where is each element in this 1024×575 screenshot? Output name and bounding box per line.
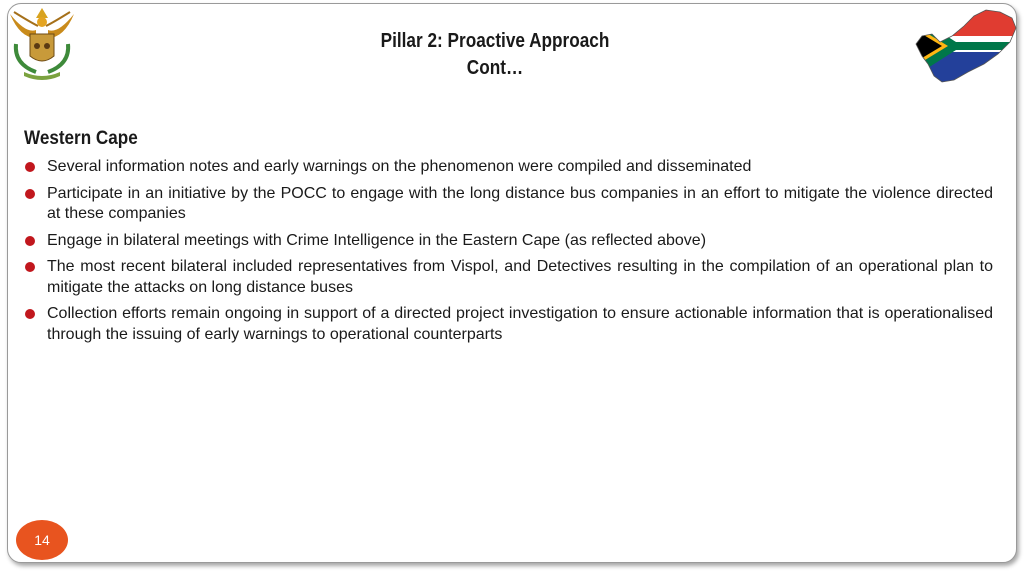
bullet-text: Engage in bilateral meetings with Crime Intelligence in the Eastern Cape (as reflected above) <box>47 231 707 249</box>
bullet-item <box>24 304 993 345</box>
bullet-text: Several information notes and early warnings on the phenomenon were compiled and disseminated <box>47 158 752 175</box>
south-africa-flag-map-icon <box>912 6 1018 86</box>
bullet-text: The most recent bilateral included representatives from Vispol, and Detectives resulting in the compilation of an operational plan to mitigate the attacks on long distance buses <box>47 258 993 296</box>
bullet-dot-icon <box>25 262 35 272</box>
bullet-item <box>24 157 993 178</box>
slide-title-line2: Cont… <box>466 57 524 79</box>
slide-title-line1: Pillar 2: Proactive Approach <box>380 30 610 52</box>
bullet-item <box>24 257 993 298</box>
bullet-dot-icon <box>25 309 35 319</box>
bullet-text: Collection efforts remain ongoing in support of a directed project investigation to ensure actionable information that is operationalised through the issuing of early warnings to operational counterparts <box>47 305 993 343</box>
bullet-item <box>24 184 993 225</box>
coat-of-arms-icon <box>6 4 78 84</box>
section-heading: Western Cape <box>24 128 138 149</box>
page-number-badge: 14 <box>16 520 68 560</box>
bullet-dot-icon <box>25 236 35 246</box>
bullet-dot-icon <box>25 189 35 199</box>
bullet-text: Participate in an initiative by the POCC to engage with the long distance bus companies in an effort to mitigate the violence directed at these companies <box>47 184 993 222</box>
bullet-dot-icon <box>25 162 35 172</box>
slide-title <box>319 28 672 82</box>
bullet-item <box>24 231 993 252</box>
bullet-list <box>24 157 993 351</box>
